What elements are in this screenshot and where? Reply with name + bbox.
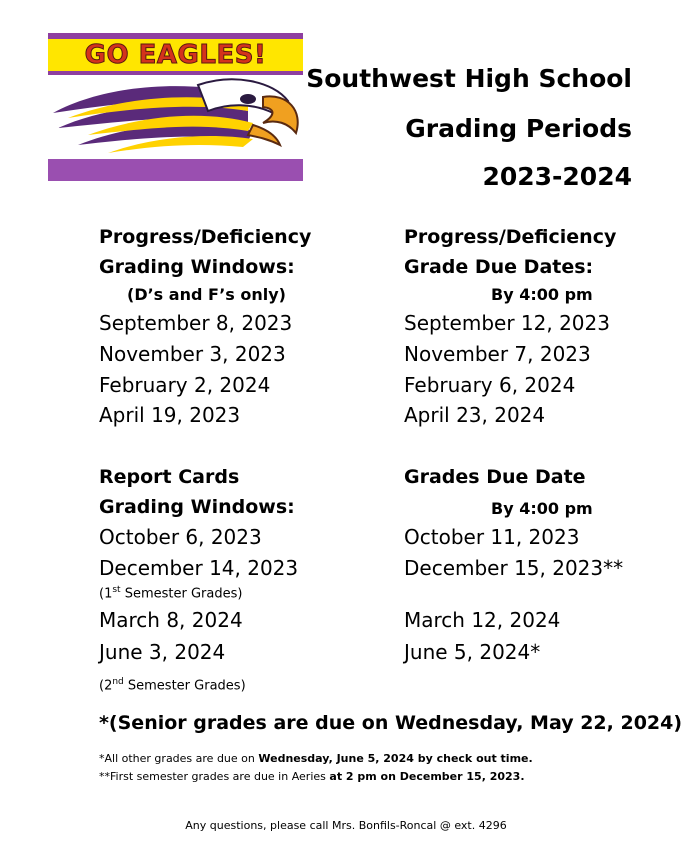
report-window-date: December 14, 2023 xyxy=(99,556,299,580)
senior-grades-note: *(Senior grades are due on Wednesday, May 22, 2024) xyxy=(99,712,683,734)
footnote-2: **First semester grades are due in Aeries at 2 pm on December 15, 2023. xyxy=(99,770,525,783)
report-window-date: June 3, 2024 xyxy=(99,640,226,664)
progress-window-date: September 8, 2023 xyxy=(99,311,293,335)
grades-due-heading: Grades Due Date xyxy=(404,466,586,488)
progress-window-date: April 19, 2023 xyxy=(99,403,241,427)
semester-1-note: (1st Semester Grades) xyxy=(99,585,243,602)
report-window-date: October 6, 2023 xyxy=(99,525,262,549)
contact-line: Any questions, please call Mrs. Bonfils-Roncal @ ext. 4296 xyxy=(185,819,507,832)
progress-due-date: September 12, 2023 xyxy=(404,311,610,335)
progress-window-heading-2: Grading Windows: xyxy=(99,256,295,278)
title-grading-periods: Grading Periods xyxy=(405,114,632,143)
progress-due-date: February 6, 2024 xyxy=(404,373,576,397)
logo-text: GO EAGLES! xyxy=(48,39,303,71)
report-window-date: March 8, 2024 xyxy=(99,608,243,632)
grades-due-date: March 12, 2024 xyxy=(404,608,561,632)
semester-2-note: (2nd Semester Grades) xyxy=(99,677,246,694)
progress-window-note: (D’s and F’s only) xyxy=(127,285,286,304)
progress-window-date: February 2, 2024 xyxy=(99,373,271,397)
report-window-heading-2: Grading Windows: xyxy=(99,496,295,518)
logo-bottom-band xyxy=(48,159,303,181)
progress-window-heading-1: Progress/Deficiency xyxy=(99,226,312,248)
grades-due-date: October 11, 2023 xyxy=(404,525,580,549)
grades-due-note: By 4:00 pm xyxy=(491,499,593,518)
grades-due-date: June 5, 2024* xyxy=(404,640,541,664)
progress-window-date: November 3, 2023 xyxy=(99,342,286,366)
title-year: 2023-2024 xyxy=(482,162,632,191)
progress-due-note: By 4:00 pm xyxy=(491,285,593,304)
eagle-head-icon xyxy=(48,73,303,161)
progress-due-heading-2: Grade Due Dates: xyxy=(404,256,594,278)
school-name: Southwest High School xyxy=(306,64,632,93)
go-eagles-logo xyxy=(48,33,303,181)
progress-due-date: April 23, 2024 xyxy=(404,403,546,427)
report-window-heading-1: Report Cards xyxy=(99,466,240,488)
grades-due-date: December 15, 2023** xyxy=(404,556,624,580)
progress-due-heading-1: Progress/Deficiency xyxy=(404,226,617,248)
progress-due-date: November 7, 2023 xyxy=(404,342,591,366)
footnote-1: *All other grades are due on Wednesday, June 5, 2024 by check out time. xyxy=(99,752,533,765)
